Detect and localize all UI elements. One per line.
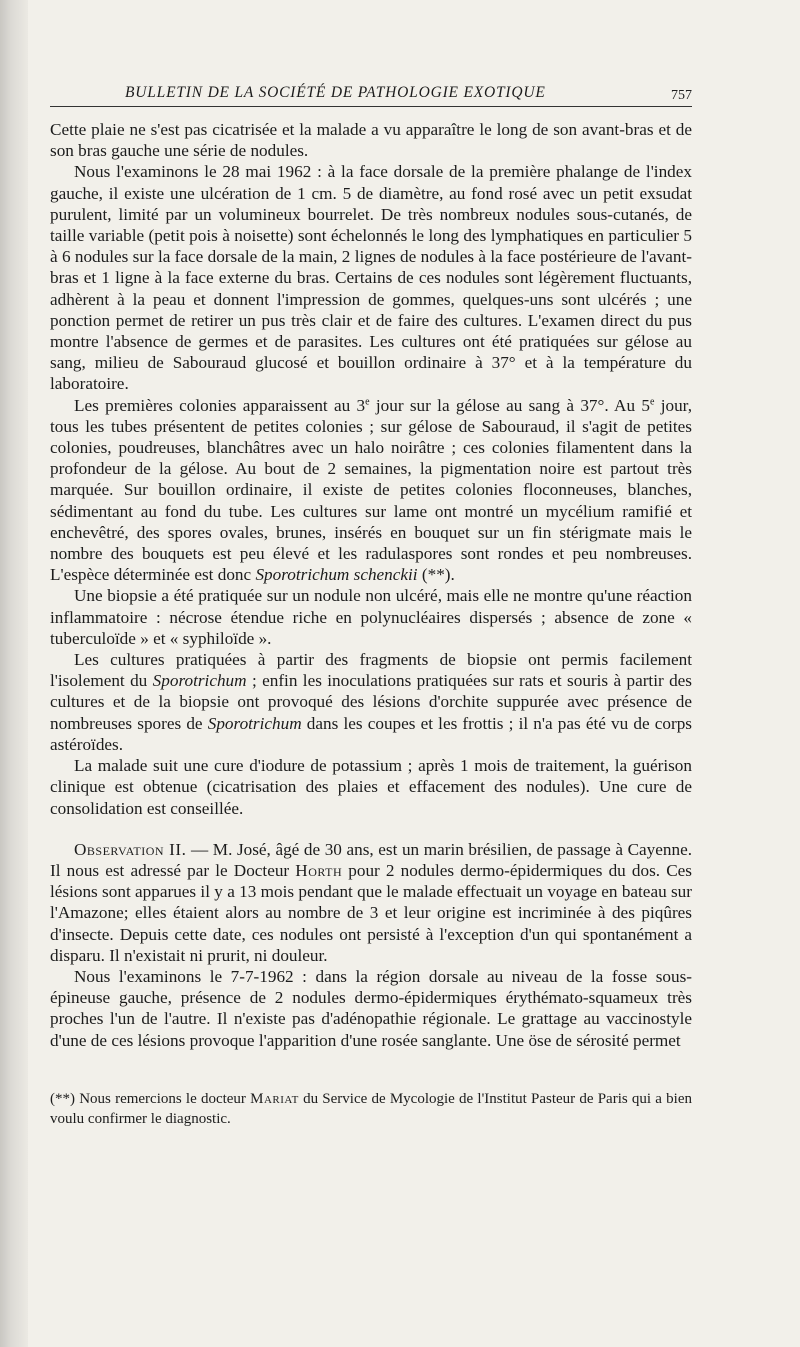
journal-page	[50, 80, 692, 1144]
paragraph-8: Nous l'examinons le 7-7-1962 : dans la région dorsale au niveau de la fosse sous-épineuse gauche, présence de 2 nodules dermo-épidermiques érythémato-squameux très proches l'un de l'autre. Il n'existe pas d'adénopathie régionale. Le grattage au vaccinostyle d'une de ces lésions provoque l'apparition d'une rosée sanglante. Une öse de sérosité permet	[50, 966, 692, 1050]
superscript: e	[365, 395, 370, 407]
text-run: jour, tous les tubes présentent de petites colonies ; sur gélose de Sabouraud, il s'agit de petites colonies, poudreuses, blanchâtres avec un halo noirâtre ; ces colonies filamentent dans la profondeur de la gélose. Au bout de 2 semaines, la pigmentation noire est partout très marquée. Sur bouillon ordinaire, il existe de petites colonies floconneuses, blanches, sédimentant au fond du tube. Les cultures sur lame ont montré un mycélium ramifié et enchevêtré, des spores ovales, brunes, insérés en bouquet sur un fin stérigmate mais le nombre des bouquets est peu élevé et les radulaspores sont rondes et peu nombreuses. L'espèce déterminée est donc	[50, 395, 693, 585]
text-run: jour sur la gélose au sang à 37°. Au 5	[369, 395, 650, 415]
superscript: e	[649, 395, 655, 407]
text-run: du Service de Mycologie de l'Institut Pasteur de Paris qui a bien voulu confirmer le diagnostic.	[50, 1090, 692, 1127]
text-run: (**).	[417, 565, 455, 585]
doctor-name: Horth	[295, 860, 343, 880]
paragraph-3	[50, 395, 692, 586]
text-run: ; enfin les inoculations pratiquées sur rats et souris à partir des cultures et de la biopsie ont provoqué des lésions d'orchite suppurée avec présence de nombreuses spores de	[50, 671, 692, 733]
running-title: BULLETIN DE LA SOCIÉTÉ DE PATHOLOGIE EXOTIQUE	[125, 84, 546, 101]
page-number: 757	[671, 88, 692, 103]
observation-label: Observation II.	[74, 839, 187, 859]
text-run: Les cultures pratiquées à partir des fragments de biopsie ont permis facilement l'isolement du	[50, 650, 692, 691]
footnote-name: Mariat	[250, 1090, 299, 1107]
footnote	[50, 1089, 692, 1129]
observation-2-paragraph	[50, 839, 692, 966]
paragraph-1: Cette plaie ne s'est pas cicatrisée et la malade a vu apparaître le long de son avant-bras et de son bras gauche une série de nodules.	[50, 120, 692, 161]
text-run: Les premières colonies apparaissent au 3	[74, 395, 366, 415]
text-run: — M. José, âgé de 30 ans, est un marin brésilien, de passage à Cayenne. Il nous est adressé par le Docteur	[50, 839, 692, 880]
paragraph-4: Une biopsie a été pratiquée sur un nodule non ulcéré, mais elle ne montre qu'une réaction inflammatoire : nécrose étendue riche en polynucléaires dispersés ; absence de zone « tuberculoïde » et « syphiloïde ».	[50, 586, 692, 648]
paragraph-5	[50, 649, 692, 755]
text-run: dans les coupes et les frottis ; il n'a pas été vu de corps astéroïdes.	[50, 713, 692, 754]
page-header	[50, 80, 692, 107]
species-name: Sporotrichum schenckii	[255, 565, 418, 585]
genus-name: Sporotrichum	[152, 671, 247, 691]
text-run: (**) Nous remercions le docteur	[50, 1090, 251, 1107]
article-body	[50, 119, 692, 1129]
paragraph-6: La malade suit une cure d'iodure de potassium ; après 1 mois de traitement, la guérison clinique est obtenue (cicatrisation des plaies et effacement des nodules). Une cure de consolidation est conseillée.	[50, 756, 692, 818]
paragraph-2: Nous l'examinons le 28 mai 1962 : à la face dorsale de la première phalange de l'index gauche, il existe une ulcération de 1 cm. 5 de diamètre, au fond rosé avec un petit exsudat purulent, limité par un volumineux bourrelet. De très nombreux nodules sous-cutanés, de taille variable (petit pois à noisette) sont échelonnés le long des lymphatiques en particulier 5 à 6 nodules sur la face dorsale de la main, 2 lignes de nodules à la face postérieure de l'avant-bras et 1 ligne à la face externe du bras. Certains de ces nodules sont légèrement fluctuants, adhèrent à la peau et donnent l'impression de gommes, quelques-uns sont ulcérés ; une ponction permet de retirer un pus très clair et de faire des cultures. L'examen direct du pus montre l'absence de germes et de parasites. Les cultures ont été pratiquées sur gélose au sang, milieu de Sabouraud glucosé et bouillon ordinaire à 37° et à la température du laboratoire.	[50, 162, 692, 394]
text-run: pour 2 nodules dermo-épidermiques du dos. Ces lésions sont apparues il y a 13 mois pendant que le malade effectuait un voyage en bateau sur l'Amazone; elles étaient alors au nombre de 3 et leur origine est incriminée à des piqûres d'insecte. Depuis cette date, ces nodules ont persisté à l'exception d'un qui spontanément a disparu. Il n'existait ni prurit, ni douleur.	[50, 860, 692, 965]
book-spine-shadow	[0, 0, 28, 1347]
genus-name: Sporotrichum	[207, 713, 302, 733]
